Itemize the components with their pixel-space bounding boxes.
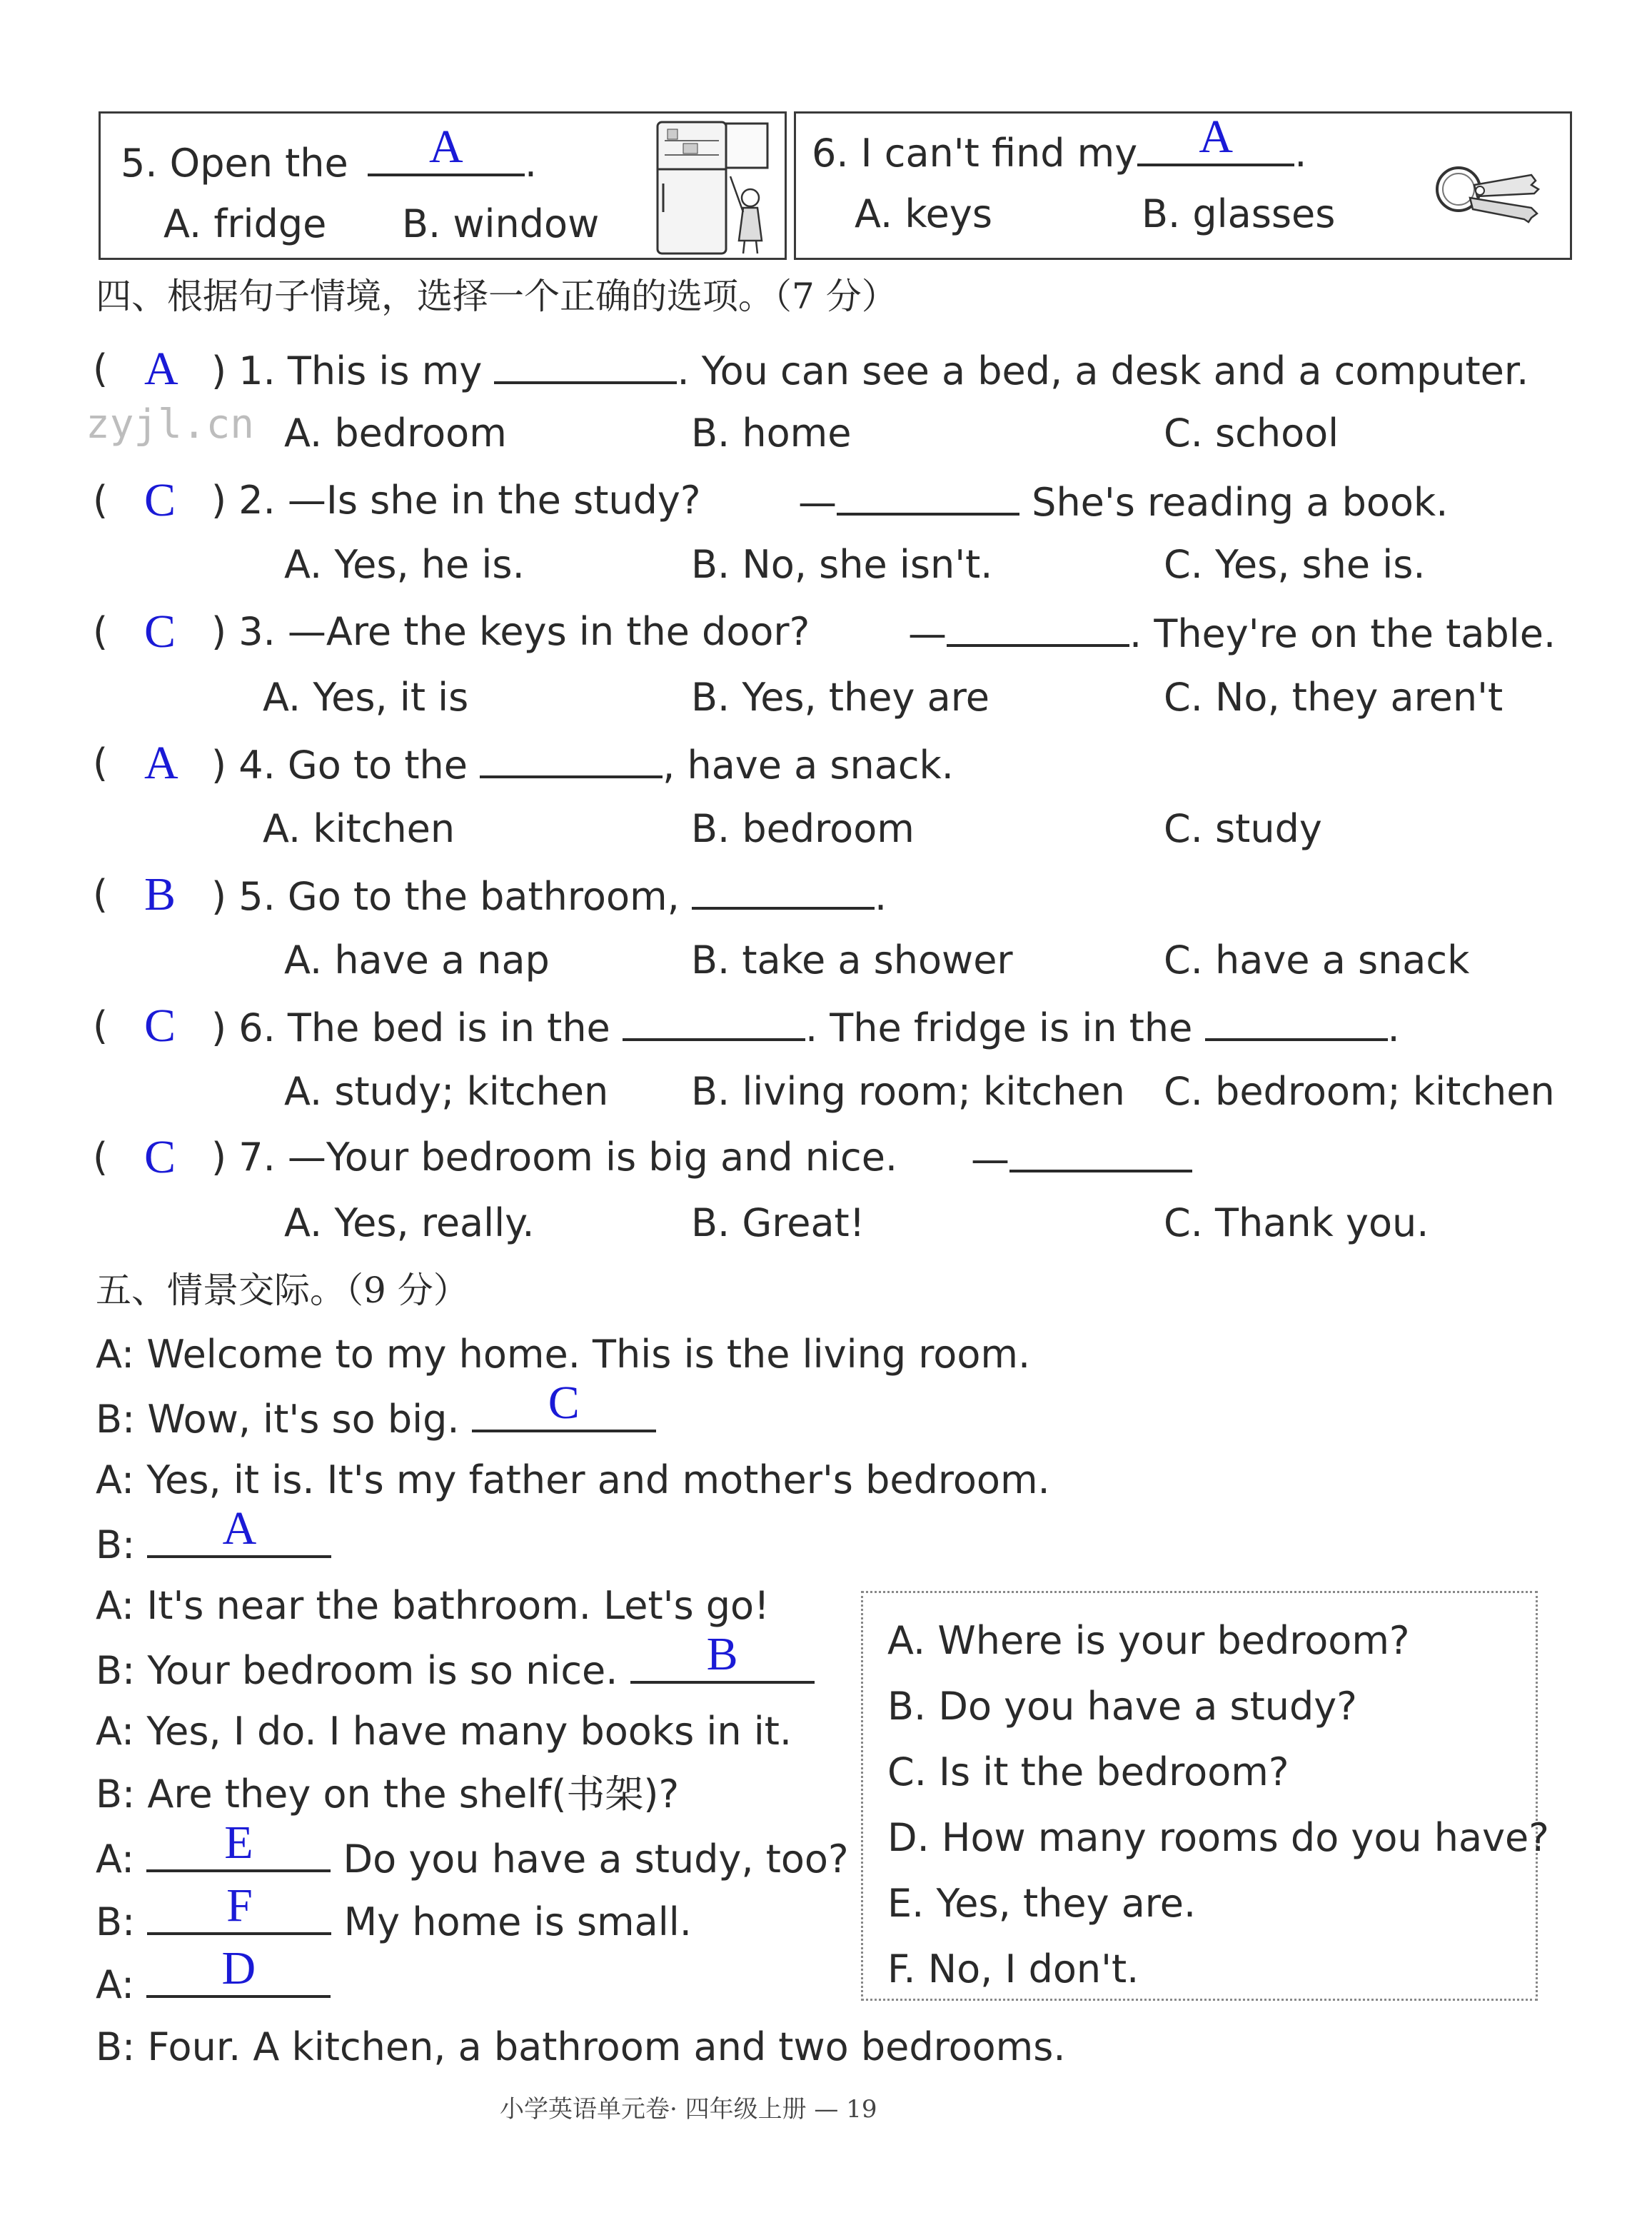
s4-q6-blank-1[interactable] [623, 1007, 805, 1041]
s4-q3-dash: — [908, 611, 947, 656]
dialog-answer-4: E [224, 1817, 253, 1869]
keys-icon [1424, 156, 1553, 235]
q5-answer: A [429, 121, 463, 173]
dialog-line-11 [96, 1942, 331, 2007]
dialog-answer-5: F [226, 1879, 253, 1932]
q5-blank[interactable] [368, 121, 525, 176]
s4-q2-paren: ( [93, 478, 109, 523]
section-4-heading: 四、根据句子情境，选择一个正确的选项。（7 分） [96, 276, 897, 317]
dialog-text: Do you have a study, too? [343, 1837, 849, 1882]
dialog-speaker: A: [96, 1709, 135, 1754]
s4-q2-reply [798, 480, 1449, 525]
s4-q5-stem [211, 874, 887, 919]
dialog-blank-2[interactable] [147, 1502, 331, 1558]
q5-option-b[interactable]: B. window [402, 201, 600, 246]
s4-q6-mid: . The fridge is in the [805, 1005, 1193, 1050]
s4-q5-option-a[interactable]: A. have a nap [284, 938, 550, 983]
s4-q1-option-c[interactable]: C. school [1164, 411, 1339, 456]
choice-a[interactable]: A. Where is your bedroom? [887, 1618, 1410, 1663]
s4-q6-blank-2[interactable] [1205, 1007, 1388, 1041]
q5-option-a[interactable]: A. fridge [163, 201, 327, 246]
s4-q4-blank[interactable] [480, 744, 663, 778]
s4-q3-answer[interactable]: C [144, 606, 176, 658]
dialog-answer-1: C [548, 1377, 580, 1429]
q5-suffix: . [524, 141, 538, 186]
dialog-text: Your bedroom is so nice. [147, 1648, 618, 1693]
choice-b[interactable]: B. Do you have a study? [887, 1684, 1357, 1729]
s4-q4-option-a[interactable]: A. kitchen [263, 806, 455, 851]
s4-q7-answer[interactable]: C [144, 1131, 176, 1183]
dialog-blank-4[interactable] [146, 1817, 331, 1872]
s4-q1-pre: ) 1. This is my [211, 348, 483, 393]
dialog-text: Welcome to my home. This is the living room. [146, 1332, 1031, 1377]
s4-q4-option-c[interactable]: C. study [1164, 806, 1322, 851]
dialog-text: Yes, it is. It's my father and mother's bedroom. [146, 1457, 1050, 1502]
s4-q1-blank[interactable] [494, 350, 677, 384]
s4-q7-reply [971, 1137, 1192, 1182]
s4-q5-post: . [874, 874, 887, 919]
dialog-text: Wow, it's so big. [147, 1397, 460, 1442]
s4-q1-option-a[interactable]: A. bedroom [284, 411, 507, 456]
watermark: zyjl.cn [86, 401, 255, 448]
dialog-line-10 [96, 1879, 692, 1944]
q6-suffix: . [1294, 131, 1307, 176]
dialog-text: Yes, I do. I have many books in it. [146, 1709, 792, 1754]
page-footer: 小学英语单元卷· 四年级上册 — 19 [500, 2095, 877, 2124]
dialog-blank-3[interactable] [630, 1628, 815, 1684]
s4-q2-option-a[interactable]: A. Yes, he is. [284, 542, 525, 587]
choice-e[interactable]: E. Yes, they are. [887, 1881, 1197, 1926]
question-box-5 [99, 111, 787, 260]
q6-option-b[interactable]: B. glasses [1142, 191, 1336, 236]
choice-f[interactable]: F. No, I don't. [887, 1947, 1139, 1992]
s4-q5-blank[interactable] [692, 875, 875, 910]
dialog-speaker: A: [96, 1962, 135, 2007]
dialog-blank-5[interactable] [147, 1879, 331, 1935]
dialog-speaker: B: [96, 1397, 136, 1442]
choices-box [861, 1591, 1549, 2001]
q6-prefix: 6. I can't find my [812, 131, 1138, 176]
s4-q1-stem [211, 350, 1528, 391]
s4-q3-reply [908, 611, 1556, 656]
s4-q3-option-c[interactable]: C. No, they aren't [1164, 675, 1504, 720]
dialog-line-3 [96, 1457, 1050, 1502]
s4-q7-stem: ) 7. —Your bedroom is big and nice. [211, 1135, 898, 1180]
section-5-heading: 五、情景交际。（9 分） [96, 1270, 469, 1311]
dialog-speaker: B: [96, 1648, 136, 1693]
s4-q3-stem: ) 3. —Are the keys in the door? [211, 609, 810, 654]
s4-q1-answer[interactable]: A [144, 343, 178, 395]
dialog-speaker: A: [96, 1837, 135, 1882]
dialog-speaker: A: [96, 1457, 135, 1502]
s4-q7-dash: — [971, 1137, 1009, 1182]
s4-q2-post: She's reading a book. [1032, 480, 1449, 525]
s4-q1-option-b[interactable]: B. home [691, 411, 852, 456]
s4-q3-blank[interactable] [947, 613, 1129, 647]
s4-q4-stem [211, 743, 954, 788]
s4-q4-paren: ( [93, 740, 109, 785]
choice-c[interactable]: C. Is it the bedroom? [887, 1749, 1289, 1794]
s4-q5-answer[interactable]: B [144, 868, 176, 920]
q5-prefix: 5. Open the [121, 141, 348, 186]
s4-q4-option-b[interactable]: B. bedroom [691, 806, 915, 851]
s4-q1 [93, 346, 109, 391]
q6-option-a[interactable]: A. keys [855, 191, 992, 236]
s4-q3-option-b[interactable]: B. Yes, they are [691, 675, 989, 720]
dialog-line-2 [96, 1377, 656, 1442]
s4-q6-answer[interactable]: C [144, 1000, 176, 1052]
dialog-blank-1[interactable] [472, 1377, 656, 1432]
dialog-speaker: B: [96, 1522, 136, 1567]
s4-q6-option-c[interactable]: C. bedroom; kitchen [1164, 1069, 1555, 1114]
dialog-answer-6: D [221, 1942, 256, 1994]
s4-q3-option-a[interactable]: A. Yes, it is [263, 675, 469, 720]
s4-q5-option-b[interactable]: B. take a shower [691, 938, 1013, 983]
s4-q7-option-c[interactable]: C. Thank you. [1164, 1200, 1429, 1245]
s4-q2-blank[interactable] [837, 481, 1019, 516]
q6-blank[interactable] [1137, 111, 1294, 166]
s4-q5-paren: ( [93, 872, 109, 917]
s4-q2-answer[interactable]: C [144, 474, 176, 526]
dialog-line-1 [96, 1332, 1031, 1377]
s4-q7-option-a[interactable]: A. Yes, really. [284, 1200, 535, 1245]
s4-q2-option-b[interactable]: B. No, she isn't. [691, 542, 993, 587]
dialog-speaker: A: [96, 1332, 135, 1377]
dialog-speaker: B: [96, 1772, 136, 1817]
question-box-6 [794, 111, 1572, 260]
s4-q4-post: , have a snack. [663, 743, 954, 788]
dialog-line-5 [96, 1583, 770, 1628]
fridge-icon [650, 119, 779, 256]
s4-q6-option-b[interactable]: B. living room; kitchen [691, 1069, 1125, 1114]
s4-q2-stem: ) 2. —Is she in the study? [211, 478, 701, 523]
dialog-text: My home is small. [343, 1899, 692, 1944]
s4-q6-option-a[interactable]: A. study; kitchen [284, 1069, 609, 1114]
s4-q7-blank[interactable] [1009, 1138, 1192, 1172]
dialog-blank-6[interactable] [146, 1942, 331, 1998]
s4-q1-paren: ( [93, 346, 109, 391]
s4-q3-paren: ( [93, 609, 109, 654]
dialog-text: It's near the bathroom. Let's go! [146, 1583, 770, 1628]
dialog-line-7 [96, 1709, 792, 1754]
dialog-answer-3: B [706, 1628, 738, 1680]
s4-q7-option-b[interactable]: B. Great! [691, 1200, 865, 1245]
s4-q6-paren: ( [93, 1003, 109, 1048]
dialog-line-6 [96, 1628, 815, 1693]
dialog-text: Four. A kitchen, a bathroom and two bedrooms. [147, 2024, 1066, 2069]
s4-q4-pre: ) 4. Go to the [211, 743, 468, 788]
dialog-speaker: A: [96, 1583, 135, 1628]
s4-q5-pre: ) 5. Go to the bathroom, [211, 874, 680, 919]
choice-d[interactable]: D. How many rooms do you have? [887, 1815, 1549, 1860]
q6-stem [812, 111, 1307, 176]
s4-q2-option-c[interactable]: C. Yes, she is. [1164, 542, 1426, 587]
q5-stem [121, 121, 538, 186]
s4-q3-post: . They're on the table. [1129, 611, 1556, 656]
s4-q6-post: . [1387, 1005, 1400, 1050]
dialog-line-9 [96, 1817, 849, 1882]
s4-q7-paren: ( [93, 1135, 109, 1180]
dialog-line-4 [96, 1502, 331, 1567]
dialog-line-12 [96, 2024, 1066, 2069]
dialog-text: Are they on the shelf(书架)? [147, 1772, 680, 1817]
s4-q2-dash: — [798, 480, 837, 525]
s4-q5-option-c[interactable]: C. have a snack [1164, 938, 1470, 983]
s4-q6-pre: ) 6. The bed is in the [211, 1005, 610, 1050]
dialog-speaker: B: [96, 1899, 136, 1944]
q6-answer: A [1199, 111, 1234, 163]
dialog-speaker: B: [96, 2024, 136, 2069]
s4-q6-stem [211, 1007, 1400, 1048]
s4-q4-answer[interactable]: A [144, 737, 178, 789]
s4-q1-post: . You can see a bed, a desk and a computer. [677, 348, 1529, 393]
dialog-answer-2: A [222, 1502, 257, 1555]
dialog-line-8 [96, 1772, 680, 1817]
